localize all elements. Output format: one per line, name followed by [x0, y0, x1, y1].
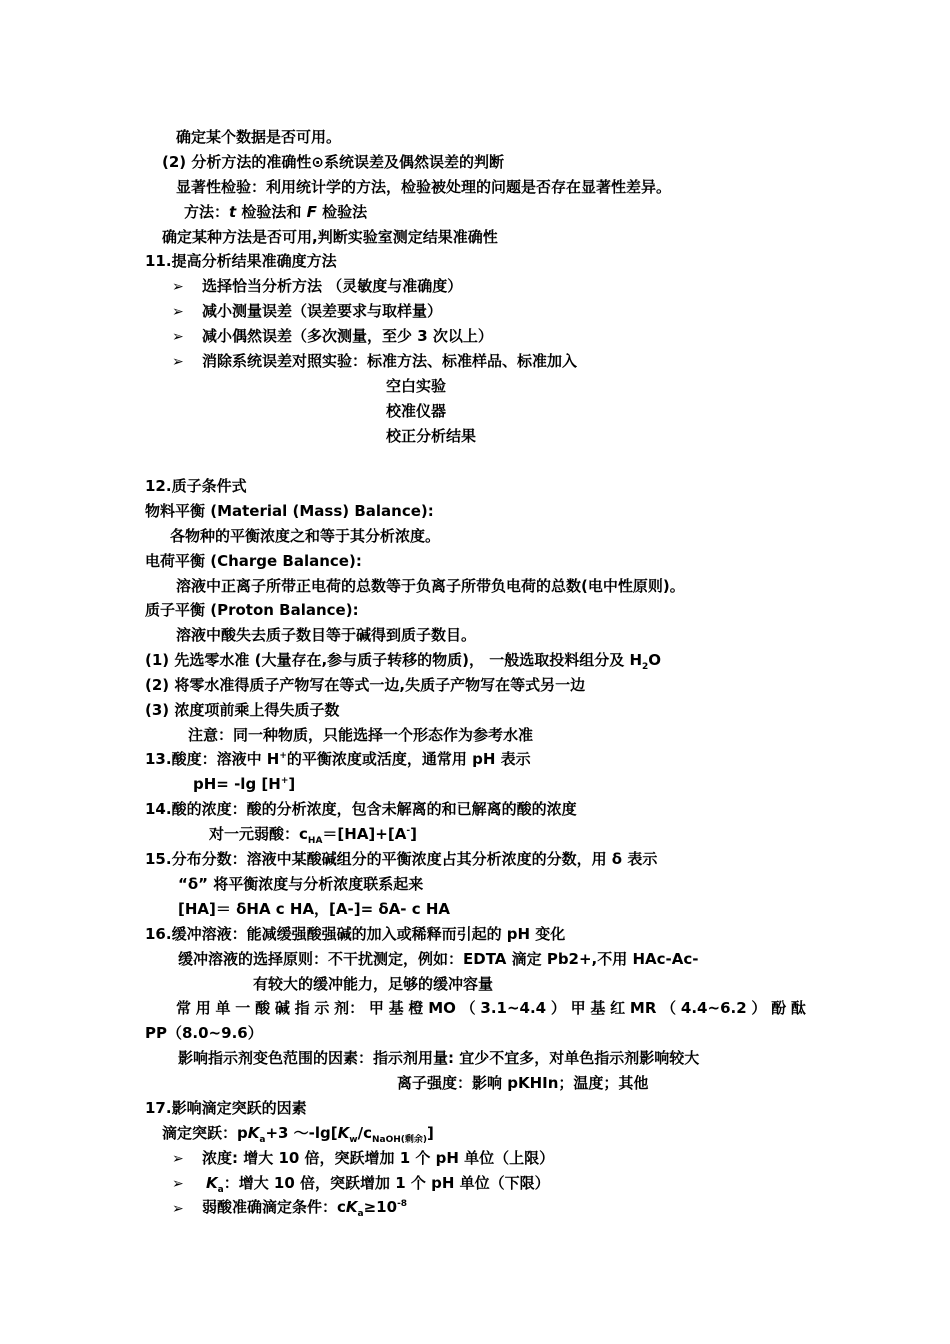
formula [209, 824, 417, 844]
word: 一 [235, 999, 251, 1017]
word: 红 [610, 999, 626, 1017]
word: 碱 [274, 999, 290, 1017]
bullet-icon: ➢ [172, 354, 184, 370]
word: 甲 [570, 999, 586, 1017]
word: ） [550, 999, 566, 1017]
text-fragment: 滴定突跃：p [162, 1124, 248, 1142]
subscript: w [349, 1135, 358, 1145]
text-line: 影响指示剂变色范围的因素：指示剂用量: 宜少不宜多，对单色指示剂影响较大 [178, 1049, 700, 1067]
list-item: 选择恰当分析方法 （灵敏度与准确度） [202, 277, 463, 295]
list-item-continuation: 校准仪器 [386, 402, 447, 420]
bullet-icon: ➢ [172, 1151, 184, 1167]
text-fragment: ] [427, 1124, 434, 1142]
text-fragment: ] [410, 825, 417, 843]
subscript: 2 [642, 662, 649, 672]
word: 4.4~6.2 [680, 999, 747, 1017]
list-item-continuation: 空白实验 [386, 377, 447, 395]
text-line: 溶液中酸失去质子数目等于碱得到质子数目。 [176, 626, 477, 644]
word: 基 [590, 999, 606, 1017]
text-line: (3) 浓度项前乘上得失质子数 [145, 701, 340, 719]
word: 酚 [771, 999, 787, 1017]
section-heading: 12.质子条件式 [145, 477, 247, 495]
text-line: 缓冲溶液的选择原则：不干扰测定，例如：EDTA 滴定 Pb2+,不用 HAc-Ac- [178, 950, 699, 968]
word: 3.1~4.4 [480, 999, 547, 1017]
list-item: 减小偶然误差（多次测量，至少 3 次以上） [202, 327, 493, 345]
word: 单 [215, 999, 231, 1017]
text-fragment: +3 ～-lg[ [265, 1124, 338, 1142]
text-fragment: F [306, 203, 317, 221]
text-line: 物料平衡 (Material (Mass) Balance): [145, 502, 434, 520]
text-fragment: 检验法和 [236, 203, 307, 221]
text-fragment: O [648, 651, 662, 669]
text-line: 溶液中正离子所带正电荷的总数等于负离子所带负电荷的总数(电中性原则)。 [176, 577, 685, 595]
text-fragment: ] [288, 775, 296, 793]
text-fragment: 弱酸准确滴定条件：c [202, 1198, 346, 1216]
word: （ [460, 999, 476, 1017]
text-fragment: ≥10 [363, 1198, 398, 1216]
word: 用 [195, 999, 211, 1017]
word: 甲 [368, 999, 384, 1017]
section-heading [145, 749, 531, 769]
word: MR [629, 999, 657, 1017]
text-fragment: /c [357, 1124, 372, 1142]
list-item [206, 1173, 550, 1193]
formula [162, 1123, 434, 1143]
list-item: 消除系统误差对照实验：标准方法、标准样品、标准加入 [202, 352, 578, 370]
subscript: a [357, 1209, 364, 1219]
text-fragment: pH= -lg [H [193, 775, 281, 793]
list-item: 减小测量误差（误差要求与取样量） [202, 302, 443, 320]
text-line: 注意：同一种物质，只能选择一个形态作为参考水准 [188, 726, 534, 744]
section-heading: 11.提高分析结果准确度方法 [145, 252, 337, 270]
list-item: 浓度: 增大 10 倍，突跃增加 1 个 pH 单位（上限） [202, 1149, 555, 1167]
text-fragment: 对一元弱酸：c [209, 825, 308, 843]
bullet-icon: ➢ [172, 1201, 184, 1217]
word: 指 [294, 999, 310, 1017]
text-fragment: 的平衡浓度或活度，通常用 pH 表示 [286, 750, 531, 768]
word: 橙 [408, 999, 424, 1017]
superscript: + [279, 751, 287, 761]
text-line: (2) 分析方法的准确性⊙系统误差及偶然误差的判断 [162, 153, 504, 171]
subscript: a [259, 1135, 266, 1145]
bullet-icon: ➢ [172, 329, 184, 345]
list-item-continuation: 校正分析结果 [386, 427, 477, 445]
subscript: a [217, 1185, 224, 1195]
superscript: + [280, 776, 289, 786]
text-fragment: ：增大 10 倍，突跃增加 1 个 pH 单位（下限） [223, 1174, 550, 1192]
text-line: (2) 将零水准得质子产物写在等式一边,失质子产物写在等式另一边 [145, 676, 586, 694]
word: 基 [388, 999, 404, 1017]
text-line: 确定某个数据是否可用。 [176, 128, 342, 146]
section-heading: 16.缓冲溶液：能减缓强酸强碱的加入或稀释而引起的 pH 变化 [145, 925, 566, 943]
section-heading: 14.酸的浓度：酸的分析浓度，包含未解离的和已解离的酸的浓度 [145, 800, 577, 818]
word: 示 [314, 999, 330, 1017]
text-line: PP（8.0~9.6） [145, 1024, 263, 1042]
bullet-icon: ➢ [172, 1176, 184, 1192]
word: ） [751, 999, 767, 1017]
bullet-icon: ➢ [172, 279, 184, 295]
bullet-icon: ➢ [172, 304, 184, 320]
text-line: 质子平衡 (Proton Balance): [145, 601, 359, 619]
text-line [145, 650, 661, 670]
word: 酞 [790, 999, 806, 1017]
word: 剂： [334, 999, 365, 1017]
text-fragment: (1) 先选零水准 (大量存在,参与质子转移的物质)， 一般选取投料组分及 H [145, 651, 643, 669]
word: （ [661, 999, 677, 1017]
superscript: - [406, 826, 411, 836]
text-line: 各物种的平衡浓度之和等于其分析浓度。 [170, 527, 441, 545]
subscript: NaOH(剩余) [371, 1135, 427, 1145]
formula: [HA]＝ δHA c HA，[A-]= δA- c HA [178, 900, 451, 918]
text-line: 有较大的缓冲能力，足够的缓冲容量 [253, 975, 494, 993]
text-fragment: K [206, 1174, 218, 1192]
section-heading: 17.影响滴定突跃的因素 [145, 1099, 307, 1117]
text-line: 离子强度：影响 pKHIn；温度；其他 [397, 1074, 649, 1092]
word: 常 [176, 999, 192, 1017]
word: MO [428, 999, 456, 1017]
text-fragment: K [345, 1198, 358, 1216]
word: 酸 [255, 999, 271, 1017]
list-item [202, 1197, 407, 1217]
text-fragment: t [229, 203, 237, 221]
subscript: HA [307, 836, 323, 846]
text-fragment: ＝[HA]+[A [322, 825, 407, 843]
text-line: 显著性检验：利用统计学的方法，检验被处理的问题是否存在显著性差异。 [176, 178, 672, 196]
text-fragment: K [247, 1124, 260, 1142]
text-fragment: K [337, 1124, 350, 1142]
text-line: “δ” 将平衡浓度与分析浓度联系起来 [178, 875, 424, 893]
text-fragment: 检验法 [316, 203, 368, 221]
justified-line [176, 998, 806, 1018]
text-fragment: 方法： [184, 203, 230, 221]
text-fragment: 13.酸度：溶液中 H [145, 750, 280, 768]
text-line: 确定某种方法是否可用,判断实验室测定结果准确性 [162, 228, 498, 246]
section-heading: 15.分布分数：溶液中某酸碱组分的平衡浓度占其分析浓度的分数，用 δ 表示 [145, 850, 658, 868]
superscript: -8 [397, 1199, 408, 1209]
text-line: 电荷平衡 (Charge Balance): [145, 552, 362, 570]
text-line [184, 202, 367, 222]
formula [193, 774, 295, 794]
